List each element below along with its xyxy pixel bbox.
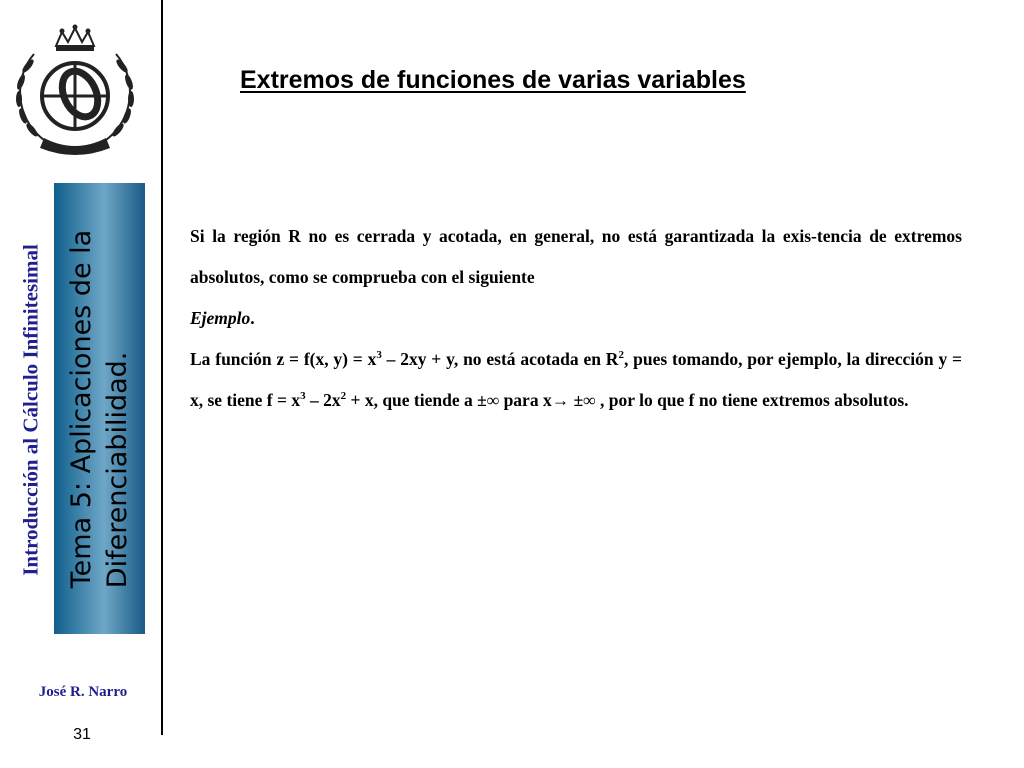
example-heading	[190, 298, 962, 339]
example-text-3: , pues tomando, por ejemplo, la dirección y = x, se tiene f = x	[190, 349, 962, 410]
author-name: José R. Narro	[38, 684, 128, 700]
example-text-1: La función z = f(x, y) = x	[190, 349, 377, 369]
example-paragraph	[190, 339, 962, 421]
intro-paragraph: Si la región R no es cerrada y acotada, en general, no está garantizada la exis-tencia de extremos absolutos, como se comprueba con el siguiente	[190, 226, 962, 287]
topic-title-line2: Diferenciabilidad.	[101, 351, 133, 588]
topic-title	[64, 229, 136, 587]
exponent-1: 3	[376, 349, 382, 362]
page-number: 31	[73, 726, 91, 743]
topic-banner	[54, 183, 145, 634]
example-text-5: + x, que tiende a ±∞ para x→ ±∞ , por lo que f no tiene extremos absolutos.	[346, 390, 909, 410]
slide-body	[190, 216, 962, 421]
university-crest-icon	[4, 22, 146, 160]
example-text-4: – 2x	[305, 390, 341, 410]
sidebar-divider	[161, 0, 163, 735]
example-text-2: – 2xy + y, no está acotada en R	[381, 349, 619, 369]
course-title: Introducción al Cálculo Infinitesimal	[18, 244, 43, 576]
exponent-2: 2	[618, 349, 624, 362]
slide-title: Extremos de funciones de varias variables	[240, 66, 746, 94]
exponent-4: 2	[340, 390, 347, 403]
exponent-3: 3	[300, 390, 306, 403]
example-label: Ejemplo	[190, 308, 251, 328]
example-period: .	[250, 308, 255, 328]
topic-title-line1: Tema 5: Aplicaciones de la	[65, 229, 97, 588]
